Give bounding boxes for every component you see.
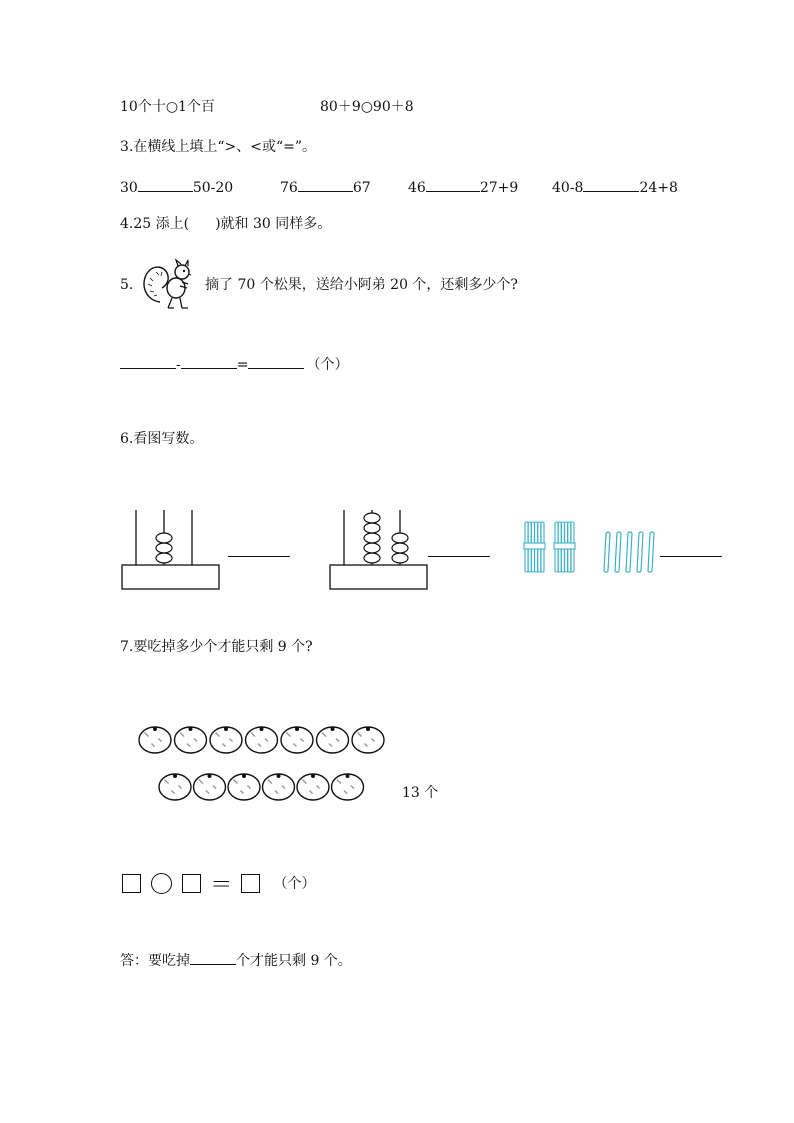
abacus-base [330,565,427,589]
fruit-dot [366,745,368,747]
fruit-dot [331,745,333,747]
answer-blank[interactable] [190,950,236,965]
fruit-stem [224,727,228,731]
fruit-icon [352,727,384,753]
stick-bundle [554,522,575,572]
answer-blank[interactable] [120,354,176,369]
fruit-dot [271,782,273,784]
stick-bundle [524,522,545,572]
answer-blank[interactable] [138,177,193,192]
bundle-tie [554,543,575,549]
fruit-stem [208,774,212,778]
answer-blank[interactable] [660,556,722,557]
fruit-dot [346,792,348,794]
fruit-icon [139,727,171,753]
fruits-figure [130,715,400,810]
answer-box[interactable] [122,874,141,893]
fruit-stem [366,727,370,731]
fruit-dot [183,735,185,737]
q3-item-3: 46 27+9 [408,177,518,197]
fruit-dot [325,735,327,737]
abacus-bead [156,543,172,553]
fruit-dot [224,745,226,747]
fruit-stem [311,774,315,778]
single-stick [615,532,621,572]
abacus-base [122,565,219,589]
abacus-figure-1 [118,505,228,595]
fruit-stem [242,774,246,778]
abacus-bead [364,543,380,553]
q5-text: 摘了 70 个松果，送给小阿弟 20 个，还剩多少个? [205,277,518,293]
q7-unit: （个） [273,875,316,892]
fruit-dot [249,787,251,789]
abacus-bead [364,533,380,543]
bundle-tie [524,543,545,549]
fruit-dot [160,740,162,742]
fruit-dot [295,745,297,747]
fruit-icon [175,727,207,753]
single-stick [604,532,610,572]
single-stick [648,532,654,572]
fruit-dot [338,740,340,742]
single-stick [626,532,632,572]
fruit-dot [180,787,182,789]
fruit-icon [246,727,278,753]
q7-title: 7.要吃掉多少个才能只剩 9 个? [120,639,313,655]
fruit-dot [318,787,320,789]
fruit-stem [260,727,264,731]
fruit-dot [167,782,169,784]
fruit-stem [173,774,177,778]
single-stick [637,532,643,572]
fruit-dot [302,740,304,742]
fruit-icon [297,774,329,800]
fruit-dot [254,735,256,737]
equals-sign: ＝ [210,873,233,898]
q3-item-2: 76 67 [280,177,371,197]
abacus-bead [364,523,380,533]
fruit-dot [218,735,220,737]
q5-equation: - = （个） [120,354,348,374]
squirrel-icon [138,258,202,312]
q7-equation [122,868,315,899]
answer-blank[interactable] [228,556,290,557]
fruit-dot [231,740,233,742]
fruit-dot [189,745,191,747]
abacus-bead [364,553,380,563]
fruit-dot [267,740,269,742]
abacus-bead [156,533,172,543]
abacus-bead [364,513,380,523]
fruit-dot [215,787,217,789]
q5-number: 5. [120,277,134,293]
abacus-figure-2 [326,505,436,595]
fruit-icon [317,727,349,753]
fruit-dot [173,792,175,794]
fruit-dot [208,792,210,794]
q7-answer: 答：要吃掉 个才能只剩 9 个。 [120,950,352,970]
fruit-dot [147,735,149,737]
fruit-icon [210,727,242,753]
q4-line: 4.25 添上( )就和 30 同样多。 [120,216,332,232]
fruit-dot [284,787,286,789]
counting-sticks-figure [520,520,665,580]
total-label: 13 个 [402,785,439,801]
abacus-bead [392,533,408,543]
fruit-icon [228,774,260,800]
fruit-stem [295,727,299,731]
fruit-stem [346,774,350,778]
fruit-dot [289,735,291,737]
abacus-bead [156,553,172,563]
fruit-dot [277,792,279,794]
q6-title: 6.看图写数。 [120,431,204,447]
answer-box[interactable] [241,874,260,893]
answer-circle[interactable] [151,873,172,894]
answer-blank[interactable] [181,354,237,369]
fruit-dot [353,787,355,789]
fruit-icon [332,774,364,800]
compare-item-right: 80＋9○90＋8 [320,99,414,115]
answer-blank[interactable] [248,354,304,369]
fruit-icon [263,774,295,800]
fruit-dot [311,792,313,794]
abacus-bead [392,553,408,563]
fruit-dot [153,745,155,747]
fruit-dot [236,782,238,784]
compare-item-left: 10个十○1个百 [120,99,215,115]
answer-blank[interactable] [426,177,480,192]
answer-blank[interactable] [428,556,490,557]
fruit-dot [360,735,362,737]
fruit-stem [277,774,281,778]
fruit-stem [153,727,157,731]
fruit-dot [305,782,307,784]
fruit-dot [373,740,375,742]
fruit-stem [189,727,193,731]
q3-item-4: 40-8 24+8 [552,177,678,197]
fruit-dot [202,782,204,784]
q3-title: 3.在横线上填上“>、<或“=”。 [120,139,317,155]
q3-item-1: 30 50-20 [120,177,233,197]
fruit-icon [281,727,313,753]
answer-blank[interactable] [298,177,353,192]
abacus-bead [392,543,408,553]
fruit-stem [331,727,335,731]
answer-blank[interactable] [583,177,639,192]
fruit-icon [159,774,191,800]
fruit-icon [194,774,226,800]
fruit-dot [260,745,262,747]
fruit-dot [242,792,244,794]
fruit-dot [196,740,198,742]
fruit-dot [340,782,342,784]
answer-box[interactable] [182,874,201,893]
